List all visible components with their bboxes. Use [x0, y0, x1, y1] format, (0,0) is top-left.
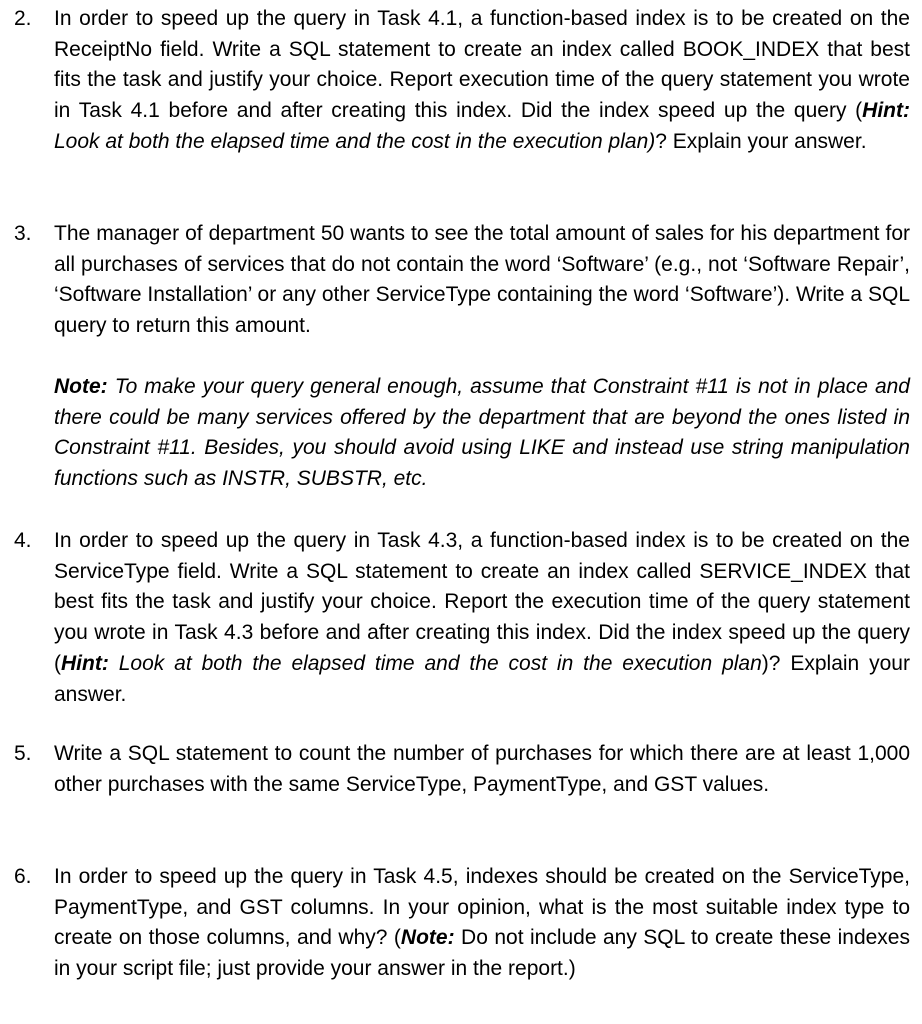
- note-label: Note:: [54, 375, 108, 398]
- question-text: [54, 4, 910, 158]
- hint-label: Hint:: [862, 99, 910, 123]
- question-text-part: In order to speed up the query in Task 4.1, a function-based index is to be created on the ReceiptNo field. Write a SQL statement to create an index called BOOK_INDEX that best fits the task and justify your choice. Report execution time of the query statement you wrote in Task 4.1 before and after creating this index. Did the index speed up the query (: [54, 7, 910, 123]
- question-2: [14, 4, 910, 158]
- question-text: Write a SQL statement to count the number of purchases for which there are at least 1,000 other purchases with the same ServiceType, PaymentType, and GST values.: [54, 742, 910, 796]
- question-number: 4.: [14, 529, 32, 552]
- question-number: 6.: [14, 865, 32, 888]
- note-text: To make your query general enough, assume that Constraint #11 is not in place and there could be many services offered by the department that are beyond the ones listed in Constraint #11. Besides, you should avoid using LIKE and instead use string manipulation functions such as INSTR, SUBSTR, etc.: [54, 375, 910, 491]
- question-3-note: [54, 372, 910, 495]
- question-text-part: In order to speed up the query in Task 4.3, a function-based index is to be created on the ServiceType field. Write a SQL statement to create an index called SERVICE_INDEX that best fits the task and justify your choice. Report the execution time of the query statement you wrote in Task 4.3 before and after creating this index. Did the index speed up the query (: [54, 529, 910, 675]
- note-label: Note:: [400, 926, 455, 950]
- question-number: 5.: [14, 742, 32, 765]
- hint-text: Look at both the elapsed time and the cost in the execution plan): [54, 129, 656, 153]
- question-text-part: )? Explain your answer.: [54, 651, 910, 706]
- hint-label: Hint:: [61, 651, 109, 675]
- question-5: [14, 739, 910, 800]
- question-text: The manager of department 50 wants to see the total amount of sales for his department for all purchases of services that do not contain the word ‘Software’ (e.g., not ‘Software Repair’, ‘Software Installation’ or any other ServiceType containing the word ‘Software’). Write a SQL query to return this amount.: [54, 222, 910, 338]
- question-text-part: In order to speed up the query in Task 4.5, indexes should be created on the ServiceType, PaymentType, and GST columns. In your opinion, what is the most suitable index type to create on those columns, and why? (: [54, 865, 910, 950]
- question-3: [14, 219, 910, 342]
- question-text: [54, 526, 910, 710]
- question-text: [54, 862, 910, 985]
- question-number: 3.: [14, 222, 32, 245]
- question-text-part: Do not include any SQL to create these indexes in your script file; just provide your answer in the report.): [54, 926, 910, 981]
- question-number: 2.: [14, 7, 32, 30]
- question-6: [14, 862, 910, 985]
- question-4: [14, 526, 910, 710]
- hint-text: Look at both the elapsed time and the cost in the execution plan: [108, 651, 762, 675]
- question-text-part: ? Explain your answer.: [655, 129, 867, 153]
